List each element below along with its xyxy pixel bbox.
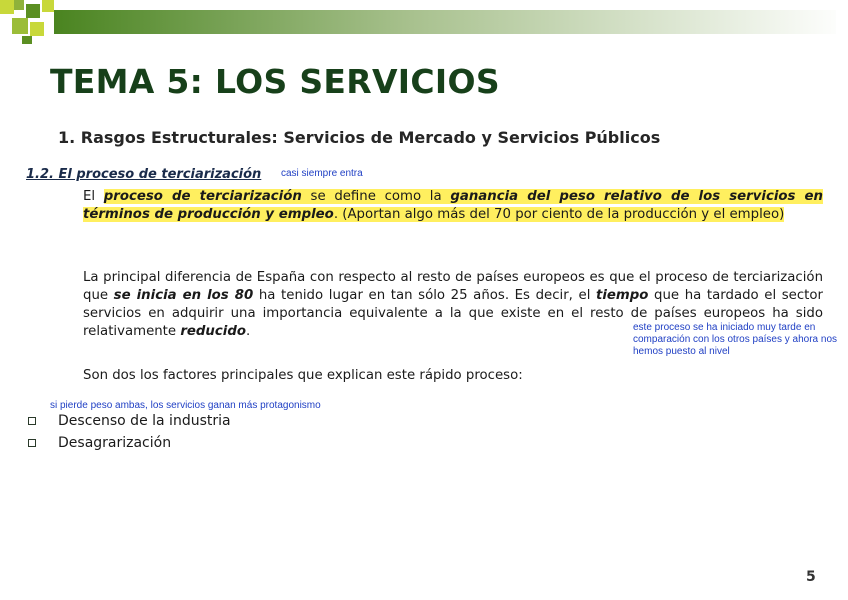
- section-heading: 1.2. El proceso de terciarización: [26, 167, 262, 182]
- slide-subtitle: 1. Rasgos Estructurales: Servicios de Mercado y Servicios Públicos: [58, 128, 661, 147]
- para2-bold-2: tiempo: [596, 288, 649, 303]
- para1-term: proceso de terciarización: [103, 189, 302, 204]
- square-bullet-icon: [28, 417, 36, 425]
- para1-text-1: El: [83, 189, 104, 204]
- list-item: [26, 433, 231, 455]
- slide-title: TEMA 5: LOS SERVICIOS: [50, 62, 500, 101]
- list-item-label: Desagrarización: [58, 435, 172, 451]
- paragraph-factors-intro: Son dos los factores principales que explican este rápido proceso:: [83, 368, 523, 383]
- list-item-label: Descenso de la industria: [58, 413, 231, 429]
- para1-text-2: se define como la: [301, 189, 451, 204]
- para2-bold-1: se inicia en los 80: [113, 288, 254, 303]
- para2-text-2: ha tenido lugar en tan sólo 25 años. Es decir, el: [253, 288, 596, 303]
- bullets-note: si pierde peso ambas, los servicios ganan más protagonismo: [50, 400, 321, 411]
- para1-definition: ganancia del peso relativo de los servicios en términos de producción y empleo: [83, 189, 824, 222]
- header-decoration: [0, 0, 848, 44]
- square-bullet-icon: [28, 439, 36, 447]
- section-note: casi siempre entra: [281, 168, 363, 179]
- para2-note: este proceso se ha iniciado muy tarde en comparación con los otros países y ahora nos hemos puesto al nivel: [633, 322, 837, 357]
- para2-text-3: que ha tardado el sector servicios en adquirir una importancia equivalente a la que existe en el resto de países europeos ha sido relativamente: [83, 288, 823, 339]
- para2-text-4: .: [245, 324, 251, 339]
- factors-list: [26, 411, 231, 455]
- page-number: 5: [806, 569, 816, 585]
- para2-bold-3: reducido: [180, 324, 246, 339]
- list-item: [26, 411, 231, 433]
- para1-text-3: . (Aportan algo más del 70 por ciento de la producción y el empleo): [333, 207, 785, 222]
- paragraph-definition: [83, 188, 823, 224]
- para2-text-1: La principal diferencia de España con respecto al resto de países europeos es que el proceso de terciarización que: [83, 270, 823, 303]
